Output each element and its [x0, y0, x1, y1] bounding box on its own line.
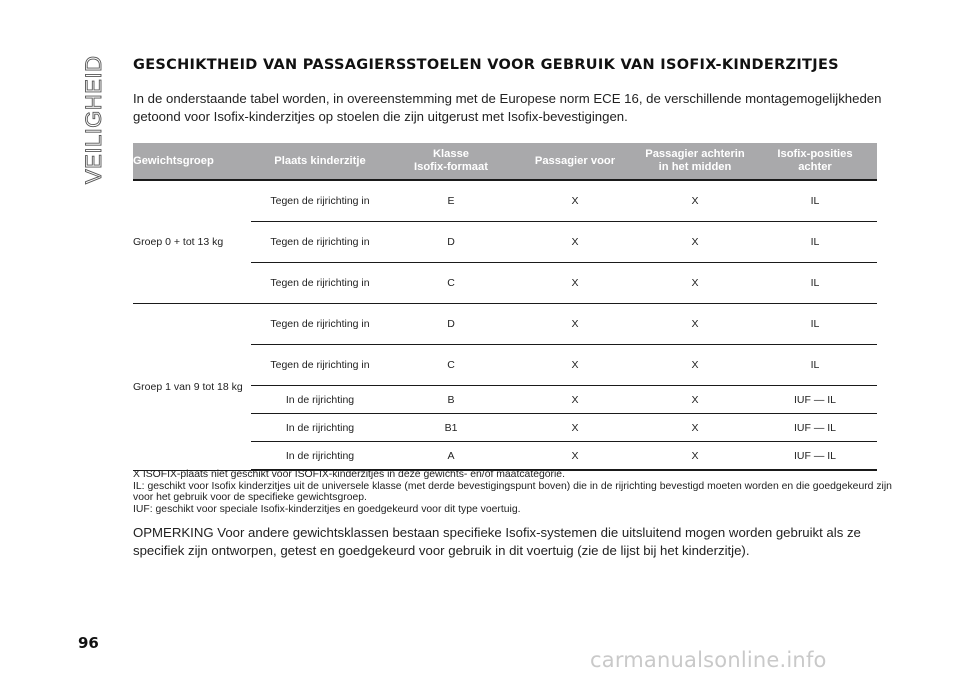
header-class-line1: Klasse	[432, 148, 470, 160]
group-name: Groep 1 van 9 tot 18 kg	[133, 304, 251, 471]
page-heading: GESCHIKTHEID VAN PASSAGIERSSTOELEN VOOR GEBRUIK VAN ISOFIX-KINDERZITJES	[133, 57, 839, 73]
front-cell: X	[513, 222, 637, 263]
center-cell: X	[637, 222, 753, 263]
header-rear-center-line2: in het midden	[658, 161, 732, 173]
header-rear-center	[637, 143, 753, 180]
seat-position-cell: In de rijrichting	[251, 414, 389, 442]
isofix-cell: IL	[753, 263, 877, 304]
seat-position-cell: In de rijrichting	[251, 442, 389, 471]
page-number: 96	[78, 634, 99, 652]
front-cell: X	[513, 414, 637, 442]
isofix-cell: IL	[753, 180, 877, 222]
class-cell: E	[389, 180, 513, 222]
isofix-cell: IUF — IL	[753, 386, 877, 414]
class-cell: D	[389, 222, 513, 263]
header-front-passenger: Passagier voor	[513, 143, 637, 180]
seat-position-cell: Tegen de rijrichting in	[251, 304, 389, 345]
section-label	[78, 56, 108, 186]
center-cell: X	[637, 304, 753, 345]
isofix-cell: IUF — IL	[753, 414, 877, 442]
center-cell: X	[637, 414, 753, 442]
center-cell: X	[637, 345, 753, 386]
isofix-cell: IUF — IL	[753, 442, 877, 471]
group-name: Groep 0 + tot 13 kg	[133, 180, 251, 304]
center-cell: X	[637, 442, 753, 471]
remark-paragraph: OPMERKING Voor andere gewichtsklassen bestaan specifieke Isofix-systemen die uitsluitend mogen worden gebruikt als ze specifiek zijn ontworpen, getest en goedgekeurd voor gebruik in dit voertuig (zie de lijst bij het kinderzitje).	[133, 525, 861, 558]
seat-position-cell: Tegen de rijrichting in	[251, 263, 389, 304]
isofix-cell: IL	[753, 222, 877, 263]
class-cell: C	[389, 263, 513, 304]
isofix-cell: IL	[753, 304, 877, 345]
seat-position-cell: Tegen de rijrichting in	[251, 222, 389, 263]
seat-position-cell: Tegen de rijrichting in	[251, 180, 389, 222]
front-cell: X	[513, 345, 637, 386]
header-weight-group: Gewichtsgroep	[133, 143, 251, 180]
class-cell: A	[389, 442, 513, 471]
front-cell: X	[513, 386, 637, 414]
seat-position-cell: In de rijrichting	[251, 386, 389, 414]
isofix-table	[133, 143, 877, 471]
isofix-cell: IL	[753, 345, 877, 386]
center-cell: X	[637, 263, 753, 304]
header-seat-position: Plaats kinderzitje	[251, 143, 389, 180]
class-cell: C	[389, 345, 513, 386]
note-iuf: IUF: geschikt voor speciale Isofix-kinderzitjes en goedgekeurd voor dit type voertuig.	[133, 503, 521, 515]
header-rear-isofix	[753, 143, 877, 180]
note-x: X ISOFIX-plaats niet geschikt voor ISOFIX-kinderzitjes in deze gewichts- en/of maatcategorie.	[133, 469, 565, 480]
front-cell: X	[513, 263, 637, 304]
watermark: carmanualsonline.info	[590, 648, 827, 672]
table-row	[133, 304, 877, 345]
front-cell: X	[513, 304, 637, 345]
center-cell: X	[637, 180, 753, 222]
seat-position-cell: Tegen de rijrichting in	[251, 345, 389, 386]
header-rear-isofix-line1: Isofix-posities	[777, 148, 853, 160]
class-cell: B	[389, 386, 513, 414]
section-label-text: VEILIGHEID	[81, 56, 106, 184]
front-cell: X	[513, 180, 637, 222]
table-header-row	[133, 143, 877, 180]
note-il: IL: geschikt voor Isofix kinderzitjes uit de universele klasse (met derde bevestigingspunt boven) die in de rijrichting bevestigd moeten worden en die goedgekeurd zijn voor het gebruik voor de specifieke gewichtsgroep.	[133, 480, 892, 503]
table-notes	[133, 469, 893, 515]
header-class	[389, 143, 513, 180]
table-row	[133, 180, 877, 222]
class-cell: B1	[389, 414, 513, 442]
center-cell: X	[637, 386, 753, 414]
header-rear-center-line1: Passagier achterin	[645, 148, 745, 160]
class-cell: D	[389, 304, 513, 345]
header-class-line2: Isofix-formaat	[414, 161, 488, 173]
header-rear-isofix-line2: achter	[798, 161, 832, 173]
front-cell: X	[513, 442, 637, 471]
intro-paragraph: In de onderstaande tabel worden, in overeenstemming met de Europese norm ECE 16, de verschillende montagemogelijkheden getoond voor Isofix-kinderzitjes op stoelen die zijn uitgerust met Isofix-bevestigingen.	[133, 91, 882, 124]
